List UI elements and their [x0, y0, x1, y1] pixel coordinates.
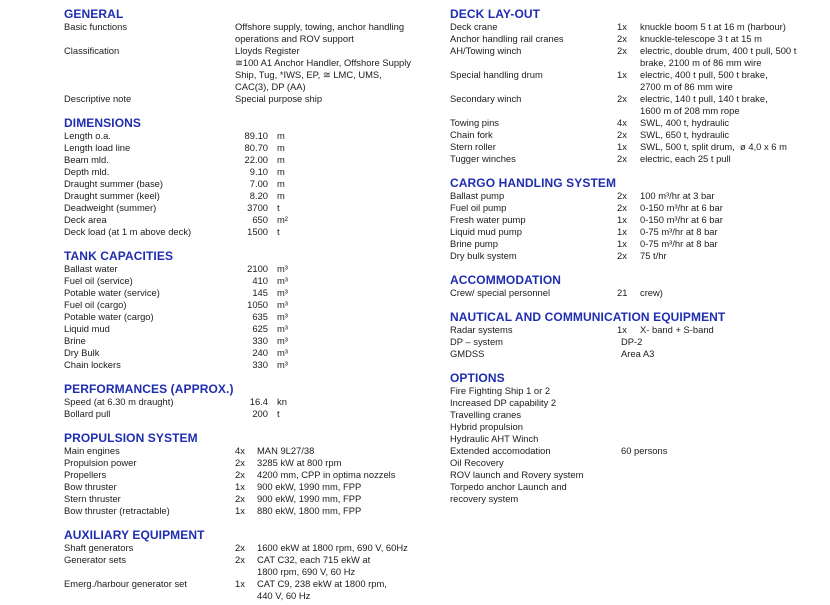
spec-label: Torpedo anchor Launch and [450, 481, 567, 492]
spec-value-line: Offshore supply, towing, anchor handling [235, 21, 405, 32]
spec-unit: t [277, 408, 280, 419]
spec-row [64, 226, 444, 238]
spec-number: 8.20 [249, 190, 268, 201]
spec-number: 9.10 [249, 166, 268, 177]
spec-row [450, 141, 830, 153]
spec-unit: m³ [277, 287, 288, 298]
spec-row [450, 493, 830, 505]
spec-label: Bow thruster [64, 481, 117, 492]
spec-number: 410 [252, 275, 268, 286]
spec-label: Fuel oil pump [450, 202, 507, 213]
spec-unit: m [277, 178, 285, 189]
spec-number: 330 [252, 335, 268, 346]
spec-value-line: CAC(3), DP (AA) [235, 81, 306, 92]
spec-value [640, 33, 830, 45]
spec-value [640, 93, 830, 117]
spec-row [450, 397, 830, 409]
spec-value-line: 2700 m of 86 mm wire [640, 81, 733, 92]
section-heading: TANK CAPACITIES [64, 249, 174, 263]
spec-value-line: 900 ekW, 1990 mm, FPP [257, 493, 362, 504]
spec-label: Main engines [64, 445, 120, 456]
spec-quantity: 1x [617, 238, 627, 249]
spec-quantity: 1x [617, 141, 627, 152]
spec-row [64, 396, 444, 408]
spec-quantity: 2x [617, 93, 627, 104]
section-deck-lay-out [450, 8, 830, 165]
section-heading: OPTIONS [450, 371, 505, 385]
spec-quantity: 21 [617, 287, 628, 298]
spec-value [640, 202, 830, 214]
spec-quantity: 1x [235, 505, 245, 516]
spec-label: Draught summer (keel) [64, 190, 160, 201]
spec-label: Basic functions [64, 21, 128, 32]
spec-number: 1050 [247, 299, 268, 310]
spec-label: Towing pins [450, 117, 499, 128]
spec-value [257, 481, 444, 493]
spec-value-line: 3285 kW at 800 rpm [257, 457, 342, 468]
spec-label: Chain lockers [64, 359, 121, 370]
spec-value [640, 287, 830, 299]
spec-row [450, 21, 830, 33]
spec-label: Draught summer (base) [64, 178, 163, 189]
spec-label: Deck area [64, 214, 107, 225]
section-general [64, 8, 444, 105]
spec-value [235, 21, 444, 45]
spec-quantity: 2x [617, 45, 627, 56]
section-auxiliary-equipment [64, 529, 444, 602]
spec-number: 22.00 [244, 154, 268, 165]
spec-row [450, 202, 830, 214]
spec-label: Travelling cranes [450, 409, 522, 420]
spec-quantity: 2x [235, 493, 245, 504]
spec-quantity: 1x [617, 69, 627, 80]
spec-value [257, 578, 444, 602]
spec-value-line: 0-75 m³/hr at 8 bar [640, 238, 718, 249]
spec-value-line: CAT C9, 238 ekW at 1800 rpm, [257, 578, 387, 589]
spec-value [640, 129, 830, 141]
spec-value [257, 445, 444, 457]
spec-row [450, 481, 830, 493]
right-column [450, 8, 830, 517]
spec-label: Extended accomodation [450, 445, 551, 456]
spec-row [450, 250, 830, 262]
spec-row [450, 117, 830, 129]
spec-row [450, 33, 830, 45]
spec-label: Deck crane [450, 21, 498, 32]
spec-value [640, 214, 830, 226]
spec-row [450, 287, 830, 299]
spec-unit: m³ [277, 275, 288, 286]
spec-value [640, 45, 830, 69]
section-heading: GENERAL [64, 7, 124, 21]
spec-row [64, 347, 444, 359]
spec-value-line: electric, 140 t pull, 140 t brake, [640, 93, 768, 104]
spec-number: 80.70 [244, 142, 268, 153]
spec-label: Potable water (service) [64, 287, 160, 298]
spec-value-line: 900 ekW, 1990 mm, FPP [257, 481, 362, 492]
spec-number: 625 [252, 323, 268, 334]
spec-number: 635 [252, 311, 268, 322]
spec-label: Bow thruster (retractable) [64, 505, 170, 516]
section-propulsion-system [64, 432, 444, 517]
spec-row [64, 578, 444, 602]
spec-number: 240 [252, 347, 268, 358]
spec-quantity: 2x [235, 469, 245, 480]
spec-label: Ballast water [64, 263, 118, 274]
spec-row [64, 142, 444, 154]
spec-label: Generator sets [64, 554, 127, 565]
section-nautical-and-communication-equipment [450, 311, 830, 360]
spec-number: 89.10 [244, 130, 268, 141]
spec-value [640, 21, 830, 33]
spec-label: Radar systems [450, 324, 513, 335]
spec-value [640, 117, 830, 129]
spec-value-line: SWL, 500 t, split drum, ø 4,0 x 6 m [640, 141, 787, 152]
section-heading: PROPULSION SYSTEM [64, 431, 198, 445]
spec-quantity: 2x [617, 250, 627, 261]
spec-value [235, 45, 444, 93]
spec-label: DP – system [450, 336, 503, 347]
spec-quantity: 1x [617, 21, 627, 32]
spec-label: Dry Bulk [64, 347, 100, 358]
spec-value-line: Special purpose ship [235, 93, 323, 104]
spec-value [640, 238, 830, 250]
spec-value [257, 554, 444, 578]
spec-row [64, 335, 444, 347]
spec-label: Descriptive note [64, 93, 132, 104]
spec-value-line: MAN 9L27/38 [257, 445, 315, 456]
spec-value [640, 141, 830, 153]
spec-label: Brine [64, 335, 86, 346]
spec-row [450, 226, 830, 238]
spec-unit: m [277, 130, 285, 141]
spec-value-line: 0-75 m³/hr at 8 bar [640, 226, 718, 237]
spec-number: 650 [252, 214, 268, 225]
spec-value-line: operations and ROV support [235, 33, 354, 44]
spec-label: Deadweight (summer) [64, 202, 157, 213]
spec-quantity: 2x [617, 190, 627, 201]
spec-row [64, 190, 444, 202]
spec-label: Anchor handling rail cranes [450, 33, 564, 44]
spec-value-line: 1800 rpm, 690 V, 60 Hz [257, 566, 356, 577]
spec-quantity: 2x [617, 202, 627, 213]
spec-label: Length o.a. [64, 130, 111, 141]
spec-row [450, 385, 830, 397]
section-heading: DIMENSIONS [64, 116, 142, 130]
spec-label: Increased DP capability 2 [450, 397, 557, 408]
spec-row [64, 275, 444, 287]
section-heading: PERFORMANCES (APPROX.) [64, 382, 234, 396]
spec-row [64, 493, 444, 505]
section-cargo-handling-system [450, 177, 830, 262]
spec-label: ROV launch and Rovery system [450, 469, 584, 480]
spec-row [450, 469, 830, 481]
spec-value-line: electric, double drum, 400 t pull, 500 t [640, 45, 797, 56]
spec-value-line: X- band + S-band [640, 324, 714, 335]
spec-row [64, 45, 444, 93]
spec-unit: m [277, 142, 285, 153]
spec-row [64, 542, 444, 554]
spec-number: 2100 [247, 263, 268, 274]
spec-quantity: 1x [617, 324, 627, 335]
spec-quantity: 4x [235, 445, 245, 456]
spec-label: AH/Towing winch [450, 45, 522, 56]
spec-label: Emerg./harbour generator set [64, 578, 187, 589]
spec-label: Stern thruster [64, 493, 121, 504]
spec-value [640, 250, 830, 262]
spec-row [450, 433, 830, 445]
spec-value: Area A3 [621, 348, 655, 359]
spec-quantity: 1x [235, 481, 245, 492]
spec-row [64, 299, 444, 311]
spec-label: Length load line [64, 142, 131, 153]
section-heading: CARGO HANDLING SYSTEM [450, 176, 617, 190]
spec-row [450, 457, 830, 469]
spec-value-line: electric, 400 t pull, 500 t brake, [640, 69, 768, 80]
spec-row [450, 190, 830, 202]
spec-row [64, 263, 444, 275]
spec-unit: m³ [277, 299, 288, 310]
spec-row [64, 359, 444, 371]
section-tank-capacities [64, 250, 444, 371]
spec-label: Tugger winches [450, 153, 516, 164]
spec-value-line: ≅100 A1 Anchor Handler, Offshore Supply [235, 57, 412, 68]
spec-value-line: crew) [640, 287, 663, 298]
spec-label: Deck load (at 1 m above deck) [64, 226, 192, 237]
spec-quantity: 2x [617, 33, 627, 44]
spec-row [450, 238, 830, 250]
spec-unit: m [277, 166, 285, 177]
spec-unit: m³ [277, 359, 288, 370]
spec-value-line: 75 t/hr [640, 250, 667, 261]
spec-quantity: 1x [617, 214, 627, 225]
spec-quantity: 2x [235, 457, 245, 468]
section-accommodation [450, 274, 830, 299]
spec-row [450, 93, 830, 117]
spec-row [450, 336, 830, 348]
spec-value-line: 1600 ekW at 1800 rpm, 690 V, 60Hz [257, 542, 408, 553]
spec-label: Fuel oil (service) [64, 275, 133, 286]
spec-unit: t [277, 202, 280, 213]
spec-label: Hydraulic AHT Winch [450, 433, 539, 444]
spec-label: Beam mld. [64, 154, 109, 165]
spec-label: Hybrid propulsion [450, 421, 523, 432]
spec-label: Fuel oil (cargo) [64, 299, 127, 310]
spec-number: 3700 [247, 202, 268, 213]
spec-row [450, 153, 830, 165]
spec-value [257, 457, 444, 469]
spec-value-line: 0-150 m³/hr at 6 bar [640, 214, 723, 225]
spec-value: 60 persons [621, 445, 668, 456]
spec-value-line: brake, 2100 m of 86 mm wire [640, 57, 762, 68]
spec-unit: m³ [277, 323, 288, 334]
spec-value-line: knuckle boom 5 t at 16 m (harbour) [640, 21, 786, 32]
spec-quantity: 4x [617, 117, 627, 128]
spec-value [640, 69, 830, 93]
spec-number: 1500 [247, 226, 268, 237]
spec-row [450, 129, 830, 141]
spec-row [450, 348, 830, 360]
spec-row [450, 421, 830, 433]
spec-row [64, 287, 444, 299]
spec-row [450, 324, 830, 336]
spec-row [64, 166, 444, 178]
spec-label: Special handling drum [450, 69, 543, 80]
spec-value-line: SWL, 400 t, hydraulic [640, 117, 730, 128]
spec-row [64, 457, 444, 469]
spec-unit: m³ [277, 263, 288, 274]
spec-label: Liquid mud [64, 323, 110, 334]
spec-row [64, 311, 444, 323]
spec-value [257, 469, 444, 481]
spec-value-line: 440 V, 60 Hz [257, 590, 311, 601]
spec-value-line: Ship, Tug, *IWS, EP, ≅ LMC, UMS, [235, 69, 382, 80]
spec-number: 330 [252, 359, 268, 370]
spec-label: Dry bulk system [450, 250, 517, 261]
section-heading: AUXILIARY EQUIPMENT [64, 528, 205, 542]
spec-value-line: 880 ekW, 1800 mm, FPP [257, 505, 362, 516]
spec-label: Liquid mud pump [450, 226, 522, 237]
spec-number: 145 [252, 287, 268, 298]
spec-row [64, 93, 444, 105]
spec-label: Secondary winch [450, 93, 522, 104]
spec-row [64, 323, 444, 335]
section-options [450, 372, 830, 505]
spec-row [450, 409, 830, 421]
spec-label: Shaft generators [64, 542, 134, 553]
spec-quantity: 1x [617, 226, 627, 237]
spec-number: 7.00 [249, 178, 268, 189]
spec-row [64, 21, 444, 45]
spec-quantity: 2x [235, 542, 245, 553]
spec-value-line: Lloyds Register [235, 45, 300, 56]
spec-value-line: CAT C32, each 715 ekW at [257, 554, 371, 565]
section-dimensions [64, 117, 444, 238]
spec-value [640, 226, 830, 238]
spec-row [64, 408, 444, 420]
spec-unit: m³ [277, 311, 288, 322]
spec-label: recovery system [450, 493, 519, 504]
spec-value [257, 542, 444, 554]
spec-row [64, 481, 444, 493]
spec-value-line: 100 m³/hr at 3 bar [640, 190, 715, 201]
spec-unit: m [277, 190, 285, 201]
spec-row [450, 214, 830, 226]
spec-row [450, 45, 830, 69]
spec-quantity: 2x [617, 153, 627, 164]
spec-row [64, 130, 444, 142]
spec-label: Propulsion power [64, 457, 137, 468]
spec-value [257, 505, 444, 517]
spec-label: Bollard pull [64, 408, 111, 419]
spec-value [640, 153, 830, 165]
spec-label: Oil Recovery [450, 457, 504, 468]
spec-label: Stern roller [450, 141, 496, 152]
spec-unit: kn [277, 396, 287, 407]
spec-row [64, 202, 444, 214]
spec-unit: m [277, 154, 285, 165]
spec-label: Chain fork [450, 129, 493, 140]
section-heading: ACCOMMODATION [450, 273, 562, 287]
spec-label: Potable water (cargo) [64, 311, 154, 322]
spec-value [640, 324, 830, 336]
spec-value-line: electric, each 25 t pull [640, 153, 731, 164]
spec-quantity: 1x [235, 578, 245, 589]
spec-label: GMDSS [450, 348, 485, 359]
section-heading: NAUTICAL AND COMMUNICATION EQUIPMENT [450, 310, 726, 324]
spec-unit: m³ [277, 335, 288, 346]
spec-label: Brine pump [450, 238, 498, 249]
spec-row [64, 445, 444, 457]
spec-value [235, 93, 444, 105]
spec-label: Classification [64, 45, 120, 56]
section-heading: DECK LAY-OUT [450, 7, 541, 21]
left-column [64, 8, 444, 605]
spec-value-line: knuckle-telescope 3 t at 15 m [640, 33, 762, 44]
spec-label: Depth mld. [64, 166, 110, 177]
spec-number: 16.4 [249, 396, 268, 407]
spec-value-line: 4200 mm, CPP in optima nozzels [257, 469, 396, 480]
spec-row [64, 178, 444, 190]
spec-label: Fresh water pump [450, 214, 526, 225]
spec-label: Fire Fighting Ship 1 or 2 [450, 385, 551, 396]
spec-row [450, 445, 830, 457]
spec-value [257, 493, 444, 505]
spec-row [64, 469, 444, 481]
spec-row [64, 554, 444, 578]
spec-unit: t [277, 226, 280, 237]
spec-value [640, 190, 830, 202]
spec-unit: m³ [277, 347, 288, 358]
spec-unit: m² [277, 214, 288, 225]
spec-row [450, 69, 830, 93]
spec-quantity: 2x [617, 129, 627, 140]
spec-label: Speed (at 6.30 m draught) [64, 396, 174, 407]
spec-label: Ballast pump [450, 190, 505, 201]
spec-value-line: 0-150 m³/hr at 6 bar [640, 202, 723, 213]
spec-quantity: 2x [235, 554, 245, 565]
section-performances-approx [64, 383, 444, 420]
spec-number: 200 [252, 408, 268, 419]
spec-row [64, 154, 444, 166]
spec-value-line: 1600 m of 208 mm rope [640, 105, 740, 116]
spec-label: Crew/ special personnel [450, 287, 551, 298]
spec-label: Propellers [64, 469, 107, 480]
spec-value-line: SWL, 650 t, hydraulic [640, 129, 730, 140]
spec-row [64, 214, 444, 226]
spec-row [64, 505, 444, 517]
spec-value: DP-2 [621, 336, 643, 347]
